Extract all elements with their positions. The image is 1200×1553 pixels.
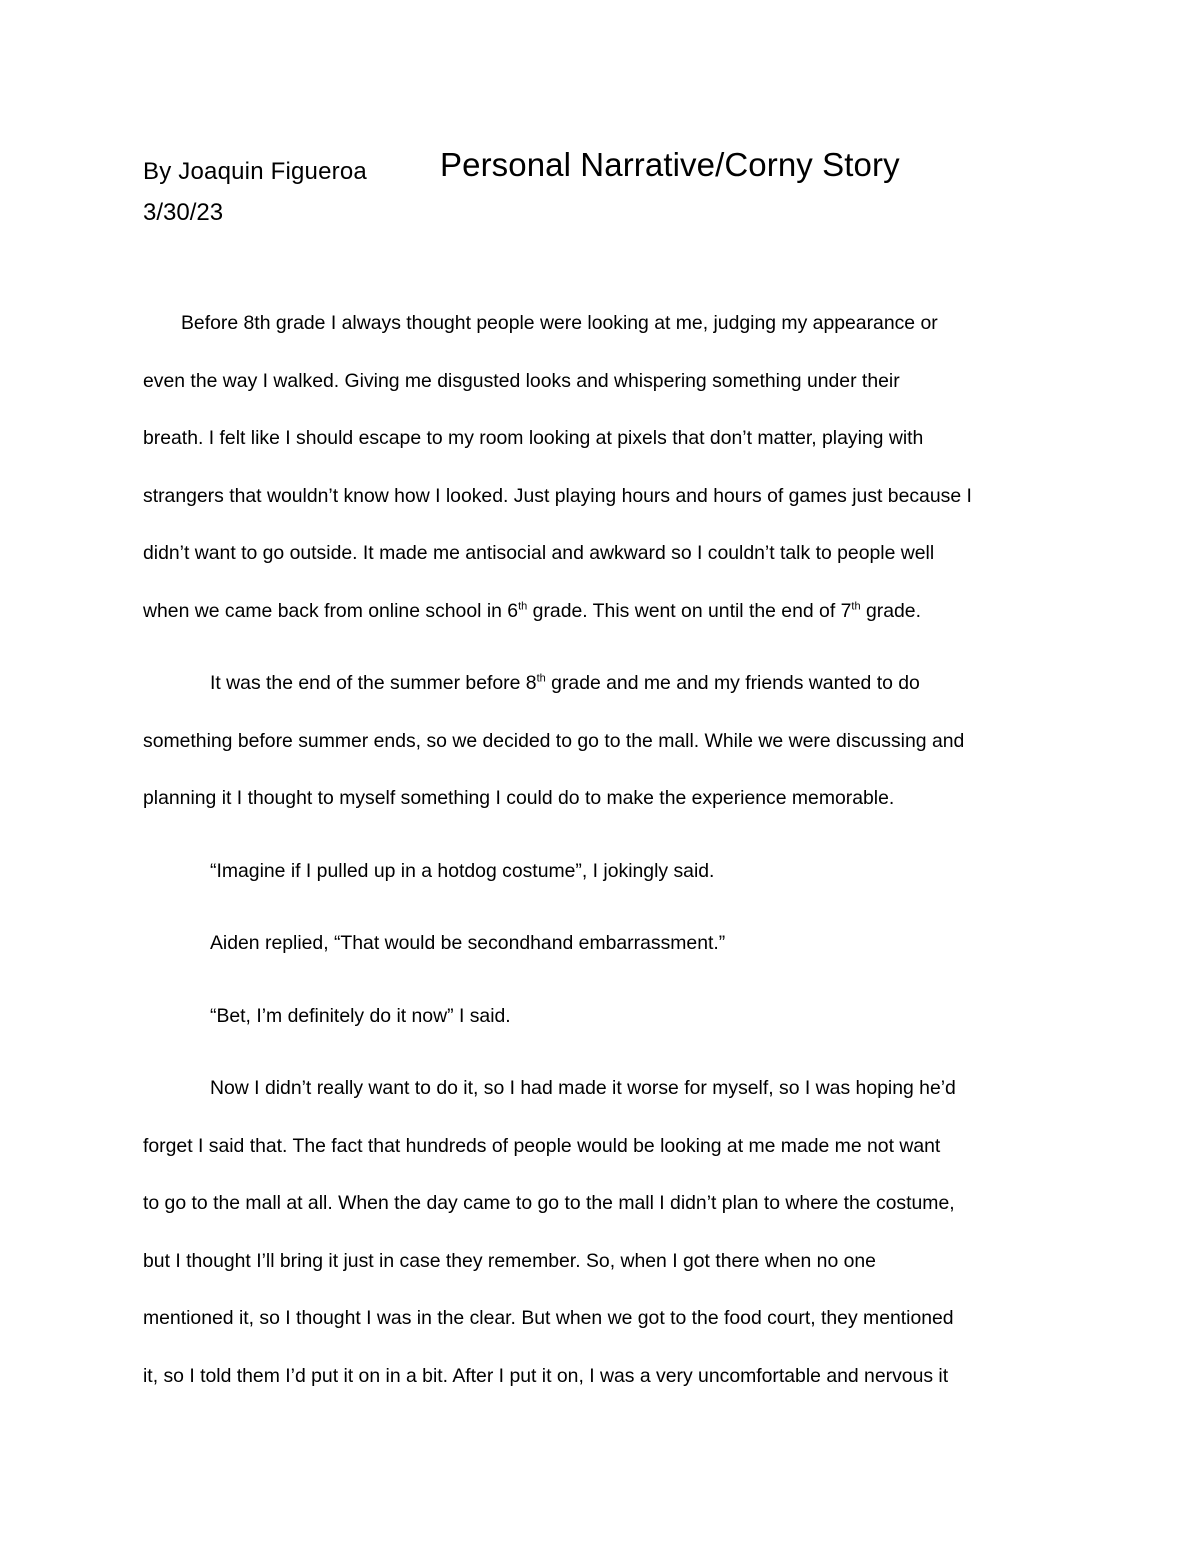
paragraph-2-line-2: something before summer ends, so we decided to go to the mall. While we were discussing and <box>143 729 965 752</box>
dialogue-line-2: Aiden replied, “That would be secondhand embarrassment.” <box>210 932 726 954</box>
document-header <box>143 140 1043 226</box>
document-date: 3/30/23 <box>143 199 224 226</box>
paragraph-3-line-3: to go to the mall at all. When the day came to go to the mall I didn’t plan to where the costume, <box>143 1192 955 1214</box>
paragraph-1-line-3: breath. I felt like I should escape to my room looking at pixels that don’t matter, playing with <box>143 427 924 449</box>
paragraph-1-line-6 <box>143 588 1063 646</box>
superscript: th <box>536 672 546 685</box>
paragraph-3-line-5: mentioned it, so I thought I was in the clear. But when we got to the food court, they mentioned <box>143 1307 954 1329</box>
paragraph-3-line-1: Now I didn’t really want to do it, so I had made it worse for myself, so I was hoping he’d <box>210 1077 956 1099</box>
dialogue-line-3: “Bet, I’m definitely do it now” I said. <box>210 1004 511 1027</box>
text-segment: grade and me and my friends wanted to do <box>545 672 920 694</box>
text-segment: when we came back from online school in 6 <box>143 599 519 622</box>
paragraph-1-line-4: strangers that wouldn’t know how I looked. Just playing hours and hours of games just because I <box>143 484 972 507</box>
superscript: th <box>851 600 861 613</box>
paragraph-2-line-1 <box>143 660 1063 718</box>
paragraph-1-line-1: Before 8th grade I always thought people were looking at me, judging my appearance or <box>181 312 938 334</box>
dialogue-line-1: “Imagine if I pulled up in a hotdog costume”, I jokingly said. <box>210 859 715 882</box>
document-title: Personal Narrative/Corny Story <box>440 146 900 183</box>
text-segment: grade. <box>860 599 921 622</box>
paragraph-1-line-2: even the way I walked. Giving me disgusted looks and whispering something under their <box>143 369 900 392</box>
superscript: th <box>518 600 528 613</box>
paragraph-3-line-2: forget I said that. The fact that hundreds of people would be looking at me made me not want <box>143 1134 941 1157</box>
text-segment: It was the end of the summer before 8 <box>210 672 537 694</box>
paragraph-2-line-3: planning it I thought to myself something I could do to make the experience memorable. <box>143 787 895 809</box>
document-body <box>143 300 1063 1410</box>
paragraph-1-line-5: didn’t want to go outside. It made me antisocial and awkward so I couldn’t talk to people well <box>143 542 935 564</box>
author-name: By Joaquin Figueroa <box>143 158 367 185</box>
paragraph-3-line-4: but I thought I’ll bring it just in case they remember. So, when I got there when no one <box>143 1249 876 1272</box>
text-segment: grade. This went on until the end of 7 <box>527 599 852 622</box>
paragraph-3-line-6: it, so I told them I’d put it on in a bit. After I put it on, I was a very uncomfortable and nervous it <box>143 1364 949 1387</box>
header-line <box>143 140 1043 226</box>
